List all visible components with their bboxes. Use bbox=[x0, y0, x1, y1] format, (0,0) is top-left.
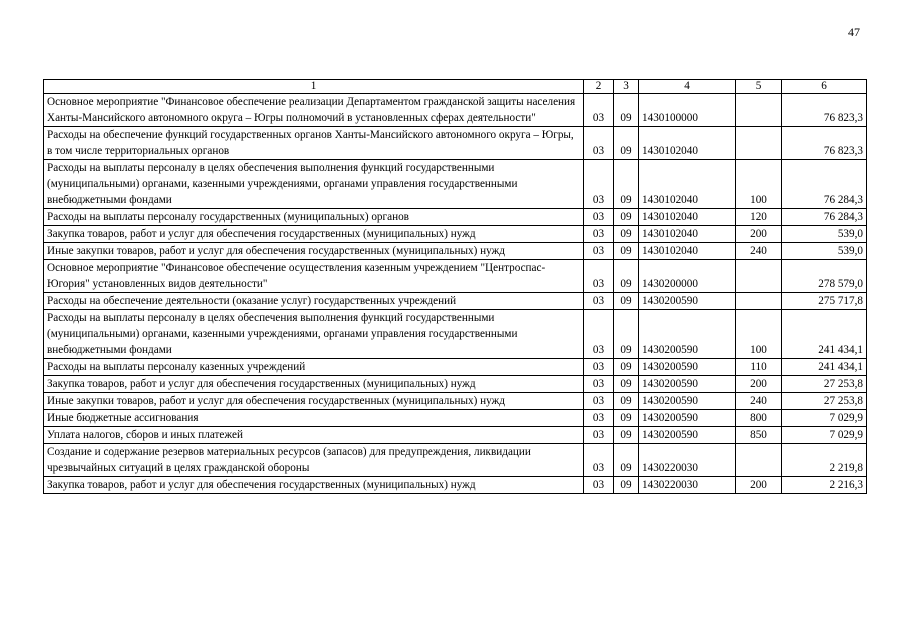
header-cell-6: 6 bbox=[782, 80, 867, 94]
row-name-cell: Основное мероприятие "Финансовое обеспечение осуществления казенным учреждением "Центроспас-Югория" установленных видов деятельности" bbox=[44, 260, 584, 293]
target-article-cell: 1430220030 bbox=[639, 477, 736, 494]
table-row bbox=[44, 477, 867, 494]
row-name-cell: Закупка товаров, работ и услуг для обеспечения государственных (муниципальных) нужд bbox=[44, 376, 584, 393]
amount-cell: 278 579,0 bbox=[782, 260, 867, 293]
table-row bbox=[44, 444, 867, 477]
section-code-cell: 03 bbox=[584, 310, 614, 359]
row-name-cell: Закупка товаров, работ и услуг для обеспечения государственных (муниципальных) нужд bbox=[44, 226, 584, 243]
table-body bbox=[44, 94, 867, 494]
row-name-cell: Иные бюджетные ассигнования bbox=[44, 410, 584, 427]
amount-cell: 7 029,9 bbox=[782, 427, 867, 444]
table-row bbox=[44, 209, 867, 226]
table-row bbox=[44, 160, 867, 209]
row-name-cell: Расходы на выплаты персоналу государственных (муниципальных) органов bbox=[44, 209, 584, 226]
table-row bbox=[44, 310, 867, 359]
row-name-cell: Иные закупки товаров, работ и услуг для обеспечения государственных (муниципальных) нужд bbox=[44, 243, 584, 260]
expense-type-cell bbox=[736, 444, 782, 477]
target-article-cell: 1430200590 bbox=[639, 293, 736, 310]
target-article-cell: 1430102040 bbox=[639, 243, 736, 260]
amount-cell: 76 823,3 bbox=[782, 127, 867, 160]
amount-cell: 76 284,3 bbox=[782, 209, 867, 226]
section-code-cell: 03 bbox=[584, 393, 614, 410]
amount-cell: 76 284,3 bbox=[782, 160, 867, 209]
header-cell-2: 2 bbox=[584, 80, 614, 94]
table-row bbox=[44, 293, 867, 310]
target-article-cell: 1430200590 bbox=[639, 359, 736, 376]
header-cell-4: 4 bbox=[639, 80, 736, 94]
section-code-cell: 03 bbox=[584, 293, 614, 310]
row-name-cell: Расходы на обеспечение деятельности (оказание услуг) государственных учреждений bbox=[44, 293, 584, 310]
section-code-cell: 03 bbox=[584, 260, 614, 293]
subsection-code-cell: 09 bbox=[614, 226, 639, 243]
amount-cell: 7 029,9 bbox=[782, 410, 867, 427]
target-article-cell: 1430102040 bbox=[639, 226, 736, 243]
row-name-cell: Расходы на выплаты персоналу казенных учреждений bbox=[44, 359, 584, 376]
subsection-code-cell: 09 bbox=[614, 310, 639, 359]
section-code-cell: 03 bbox=[584, 94, 614, 127]
table-row bbox=[44, 410, 867, 427]
section-code-cell: 03 bbox=[584, 243, 614, 260]
page-number: 47 bbox=[848, 25, 860, 39]
expense-type-cell: 800 bbox=[736, 410, 782, 427]
section-code-cell: 03 bbox=[584, 127, 614, 160]
budget-table bbox=[43, 79, 867, 494]
subsection-code-cell: 09 bbox=[614, 393, 639, 410]
expense-type-cell: 200 bbox=[736, 477, 782, 494]
table-row bbox=[44, 94, 867, 127]
subsection-code-cell: 09 bbox=[614, 477, 639, 494]
target-article-cell: 1430200590 bbox=[639, 427, 736, 444]
amount-cell: 76 823,3 bbox=[782, 94, 867, 127]
expense-type-cell: 100 bbox=[736, 160, 782, 209]
row-name-cell: Уплата налогов, сборов и иных платежей bbox=[44, 427, 584, 444]
expense-type-cell: 200 bbox=[736, 226, 782, 243]
expense-type-cell: 120 bbox=[736, 209, 782, 226]
target-article-cell: 1430102040 bbox=[639, 209, 736, 226]
target-article-cell: 1430200590 bbox=[639, 310, 736, 359]
section-code-cell: 03 bbox=[584, 427, 614, 444]
table-row bbox=[44, 260, 867, 293]
amount-cell: 2 216,3 bbox=[782, 477, 867, 494]
expense-type-cell bbox=[736, 260, 782, 293]
row-name-cell: Иные закупки товаров, работ и услуг для обеспечения государственных (муниципальных) нужд bbox=[44, 393, 584, 410]
table-row bbox=[44, 359, 867, 376]
amount-cell: 275 717,8 bbox=[782, 293, 867, 310]
target-article-cell: 1430100000 bbox=[639, 94, 736, 127]
subsection-code-cell: 09 bbox=[614, 243, 639, 260]
amount-cell: 539,0 bbox=[782, 226, 867, 243]
subsection-code-cell: 09 bbox=[614, 260, 639, 293]
expense-type-cell: 240 bbox=[736, 393, 782, 410]
section-code-cell: 03 bbox=[584, 226, 614, 243]
row-name-cell: Основное мероприятие "Финансовое обеспечение реализации Департаментом гражданской защиты населения Ханты-Мансийского автономного округа – Югры полномочий в установленных сферах деятельности" bbox=[44, 94, 584, 127]
target-article-cell: 1430220030 bbox=[639, 444, 736, 477]
expense-type-cell bbox=[736, 127, 782, 160]
section-code-cell: 03 bbox=[584, 160, 614, 209]
expense-type-cell: 200 bbox=[736, 376, 782, 393]
expense-type-cell bbox=[736, 293, 782, 310]
amount-cell: 27 253,8 bbox=[782, 376, 867, 393]
amount-cell: 241 434,1 bbox=[782, 310, 867, 359]
subsection-code-cell: 09 bbox=[614, 94, 639, 127]
table-row bbox=[44, 427, 867, 444]
subsection-code-cell: 09 bbox=[614, 160, 639, 209]
amount-cell: 539,0 bbox=[782, 243, 867, 260]
subsection-code-cell: 09 bbox=[614, 293, 639, 310]
subsection-code-cell: 09 bbox=[614, 444, 639, 477]
amount-cell: 241 434,1 bbox=[782, 359, 867, 376]
expense-type-cell: 850 bbox=[736, 427, 782, 444]
target-article-cell: 1430200590 bbox=[639, 410, 736, 427]
subsection-code-cell: 09 bbox=[614, 427, 639, 444]
expense-type-cell: 240 bbox=[736, 243, 782, 260]
subsection-code-cell: 09 bbox=[614, 376, 639, 393]
header-cell-3: 3 bbox=[614, 80, 639, 94]
header-cell-1: 1 bbox=[44, 80, 584, 94]
section-code-cell: 03 bbox=[584, 209, 614, 226]
subsection-code-cell: 09 bbox=[614, 209, 639, 226]
row-name-cell: Создание и содержание резервов материальных ресурсов (запасов) для предупреждения, ликвидации чрезвычайных ситуаций в целях гражданской обороны bbox=[44, 444, 584, 477]
target-article-cell: 1430200000 bbox=[639, 260, 736, 293]
section-code-cell: 03 bbox=[584, 477, 614, 494]
target-article-cell: 1430102040 bbox=[639, 160, 736, 209]
target-article-cell: 1430102040 bbox=[639, 127, 736, 160]
table-row bbox=[44, 376, 867, 393]
target-article-cell: 1430200590 bbox=[639, 393, 736, 410]
section-code-cell: 03 bbox=[584, 376, 614, 393]
subsection-code-cell: 09 bbox=[614, 359, 639, 376]
row-name-cell: Закупка товаров, работ и услуг для обеспечения государственных (муниципальных) нужд bbox=[44, 477, 584, 494]
section-code-cell: 03 bbox=[584, 359, 614, 376]
amount-cell: 27 253,8 bbox=[782, 393, 867, 410]
row-name-cell: Расходы на выплаты персоналу в целях обеспечения выполнения функций государственными (муниципальными) органами, казенными учреждениями, органами управления государственными внебюджетными фондами bbox=[44, 310, 584, 359]
table-row bbox=[44, 243, 867, 260]
section-code-cell: 03 bbox=[584, 410, 614, 427]
header-cell-5: 5 bbox=[736, 80, 782, 94]
subsection-code-cell: 09 bbox=[614, 410, 639, 427]
expense-type-cell bbox=[736, 94, 782, 127]
expense-type-cell: 110 bbox=[736, 359, 782, 376]
header-row bbox=[44, 80, 867, 94]
target-article-cell: 1430200590 bbox=[639, 376, 736, 393]
table-row bbox=[44, 127, 867, 160]
row-name-cell: Расходы на обеспечение функций государственных органов Ханты-Мансийского автономного округа – Югры, в том числе территориальных органов bbox=[44, 127, 584, 160]
table-row bbox=[44, 393, 867, 410]
table-row bbox=[44, 226, 867, 243]
amount-cell: 2 219,8 bbox=[782, 444, 867, 477]
expense-type-cell: 100 bbox=[736, 310, 782, 359]
subsection-code-cell: 09 bbox=[614, 127, 639, 160]
row-name-cell: Расходы на выплаты персоналу в целях обеспечения выполнения функций государственными (муниципальными) органами, казенными учреждениями, органами управления государственными внебюджетными фондами bbox=[44, 160, 584, 209]
section-code-cell: 03 bbox=[584, 444, 614, 477]
